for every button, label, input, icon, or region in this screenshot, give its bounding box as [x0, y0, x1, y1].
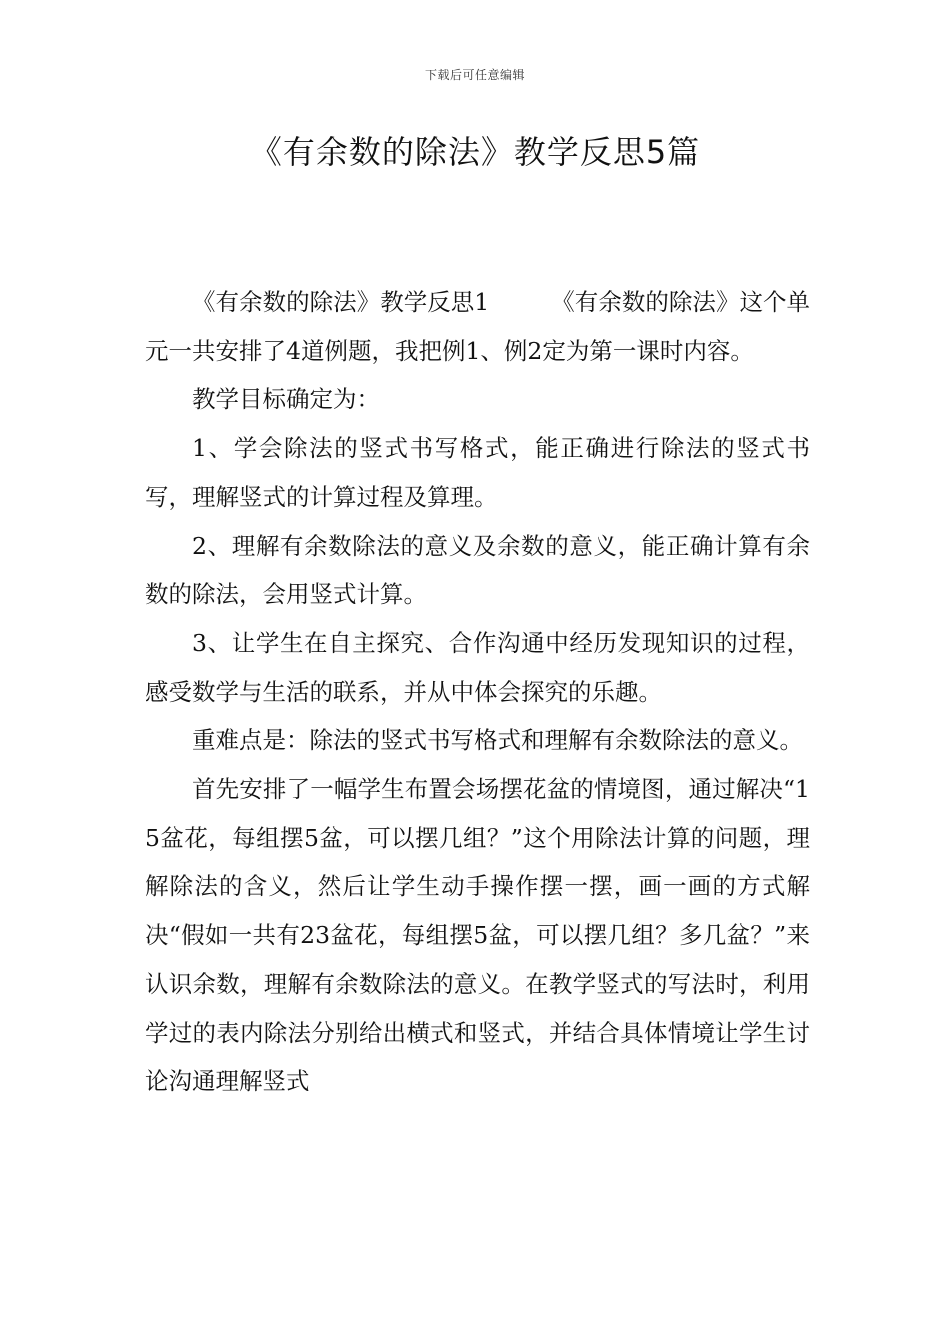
- document-body: [145, 278, 810, 1106]
- paragraph-text: 《有余数的除法》这个单元一共安排了4道例题，我把例1、例2定为第一课时内容。: [145, 288, 811, 365]
- paragraph-process: 首先安排了一幅学生布置会场摆花盆的情境图，通过解决“15盆花，每组摆5盆，可以摆几组？”这个用除法计算的问题，理解除法的含义，然后让学生动手操作摆一摆，画一画的方式解决“假如一共有23盆花，每组摆5盆，可以摆几组？多几盆？”来认识余数，理解有余数除法的意义。在教学竖式的写法时，利用学过的表内除法分别给出横式和竖式，并结合具体情境让学生讨论沟通理解竖式: [145, 775, 810, 1096]
- paragraph-intro: [145, 278, 810, 375]
- paragraph-goal-1: 1、学会除法的竖式书写格式，能正确进行除法的竖式书写，理解竖式的计算过程及算理。: [145, 434, 810, 511]
- document-title: 《有余数的除法》教学反思5篇: [249, 133, 701, 171]
- paragraph-goal-3: 3、让学生在自主探究、合作沟通中经历发现知识的过程，感受数学与生活的联系，并从中体会探究的乐趣。: [145, 628, 810, 706]
- paragraph-goals-heading: 教学目标确定为：: [192, 385, 380, 414]
- section-title: 《有余数的除法》教学反思1: [192, 288, 490, 316]
- header-note: 下载后可任意编辑: [424, 68, 525, 82]
- paragraph-key-points: 重难点是：除法的竖式书写格式和理解有余数除法的意义。: [192, 726, 803, 755]
- paragraph-goal-2: 2、理解有余数除法的意义及余数的意义，能正确计算有余数的除法，会用竖式计算。: [145, 531, 810, 609]
